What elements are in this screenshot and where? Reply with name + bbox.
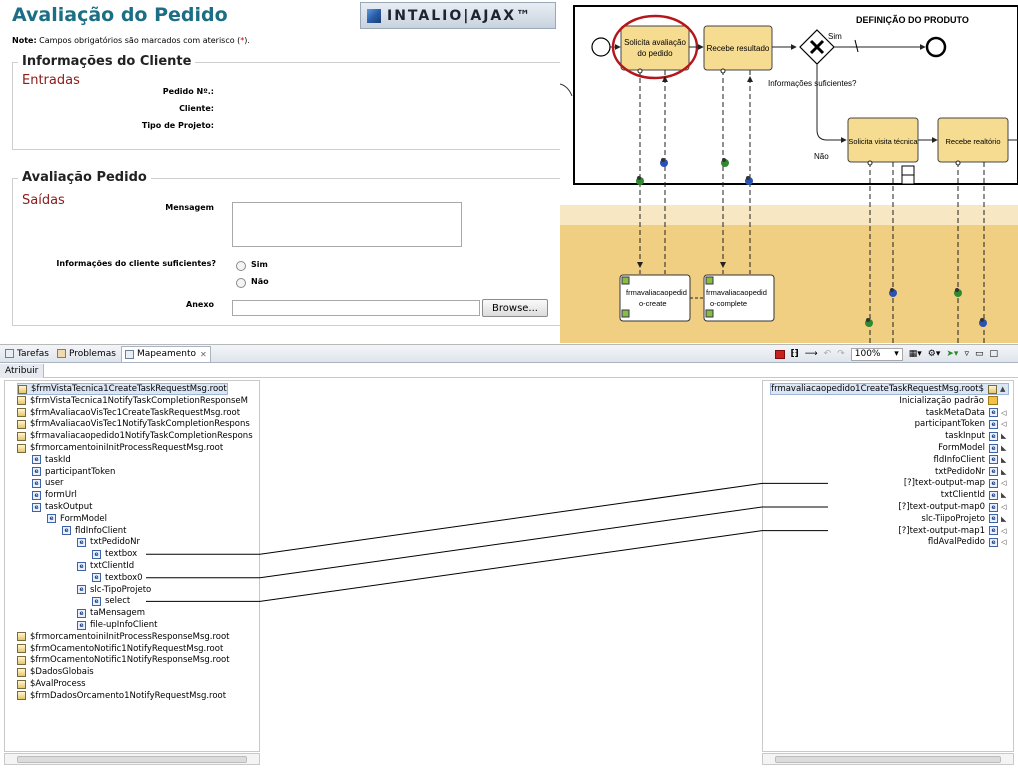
variable-icon [18,385,27,394]
target-tree-node[interactable] [898,501,1009,513]
element-icon: e [92,597,101,606]
form-complete[interactable] [704,275,774,321]
target-tree-label: fldInfoClient [933,454,985,465]
target-tree-label: [?]text-output-map1 [898,525,985,536]
attachment-file-input[interactable] [232,300,480,316]
source-tree-node[interactable] [77,619,158,631]
source-tree-label: user [45,478,64,489]
pool-title: DEFINIÇÃO DO PRODUTO [856,15,969,25]
gateway-label: Informações suficientes? [768,79,857,88]
source-tree-node[interactable] [77,536,140,548]
attachment-label: Anexo [186,300,214,309]
target-tree-label: txtClientId [940,490,985,501]
element-icon: e [989,420,998,429]
source-tree-node[interactable] [17,395,248,407]
layout-icon[interactable]: ▦▾ [908,349,922,359]
radio-no[interactable] [236,278,246,288]
source-tree-label: taMensagem [90,608,146,619]
target-tree-label: fldAvalPedido [927,537,985,548]
source-tree-label: slc-TipoProjeto [90,584,152,595]
source-tree-node[interactable] [17,690,226,702]
target-tree-label: txtPedidoNr [935,466,985,477]
variable-icon [17,680,26,689]
element-icon: e [989,444,998,453]
variable-icon [17,644,26,653]
inputs-tag: Entradas [22,73,80,88]
target-tree-node[interactable] [934,454,1009,466]
message-label: Mensagem [165,203,214,212]
required-note [12,36,250,45]
source-tree-label: $frmVistaTecnica1CreateTaskRequestMsg.root [31,384,227,394]
element-icon: e [989,479,998,488]
source-tree-node[interactable] [32,477,64,489]
element-icon: e [989,526,998,535]
chevron-down-icon: ▾ [894,349,899,359]
no-label: Não [814,152,829,161]
target-tree-node[interactable] [898,525,1009,537]
source-tree-label: textbox0 [105,572,143,583]
note-text: Campos obrigatórios são marcados com aterisco ( [36,36,241,45]
variable-icon [17,396,26,405]
target-tree-label: participantToken [914,419,985,430]
arrow-right-icon[interactable]: ⟶ [804,349,818,359]
task-recebe-relatorio[interactable] [938,118,1008,162]
variable-icon [17,632,26,641]
source-tree-node[interactable] [17,430,253,442]
element-icon: e [989,455,998,464]
source-tree-label: formUrl [45,490,77,501]
source-tree-label: $frmVistaTecnica1NotifyTaskCompletionResponseM [30,395,248,406]
task-2-label: Recebe resultado [706,44,770,53]
source-tree-node[interactable] [47,513,107,525]
source-tree-node[interactable] [17,666,94,678]
expand-icon[interactable]: ◣ [1001,444,1007,452]
source-tree-label: participantToken [45,466,116,477]
form-create-line-1: frmavaliacaopedid [626,288,687,297]
target-tree-label: taskInput [945,431,985,442]
zoom-value: 100% [854,349,881,359]
variable-icon [17,668,26,677]
variable-icon [17,444,26,453]
source-tree-node[interactable] [17,654,230,666]
tab-mapeamento[interactable] [121,346,211,362]
source-tree-node[interactable] [32,466,115,478]
target-tree[interactable] [762,380,1014,752]
target-tree-node[interactable] [899,395,1009,407]
expand-icon[interactable]: ◣ [1001,455,1007,464]
radio-no-label: Não [251,277,269,286]
expand-icon[interactable]: ◁ [1001,479,1007,488]
element-icon: e [32,455,41,464]
source-tree-label: $DadosGlobais [30,667,94,678]
init-icon [988,396,998,405]
expand-icon[interactable]: ◣ [1001,514,1007,523]
task-1-line-2: do pedido [637,49,673,58]
element-icon: e [32,491,41,500]
function-icon[interactable]: ⁅⁆ [790,349,799,359]
target-tree-node[interactable] [928,536,1009,548]
task-4-label: Recebe realtório [945,137,1001,146]
task-recebe-resultado[interactable] [704,26,772,70]
source-tree-node[interactable] [17,442,223,454]
element-icon: e [77,562,86,571]
source-tree-label: taskOutput [45,502,93,512]
source-tree-label: $frmAvaliacaoVisTec1CreateTaskRequestMsg.root [30,407,241,418]
source-tree-node[interactable] [92,572,143,584]
required-asterisk: * [240,36,245,45]
bpmn-canvas [560,0,1018,343]
target-tree-node[interactable] [770,383,1009,395]
expand-icon[interactable]: ◣ [1001,491,1007,500]
source-tree-label: $frmorcamentoiniInitProcessResponseMsg.root [30,631,230,642]
variable-icon [17,432,26,441]
mapping-icon [125,350,134,359]
target-tree-node[interactable] [941,489,1009,501]
sufficient-info-label: Informações do cliente suficientes? [56,259,216,268]
element-icon: e [989,514,998,523]
source-tree-label: select [105,596,131,607]
maximize-icon[interactable]: □ [989,349,998,359]
close-icon[interactable]: ✕ [200,349,207,359]
mapping-toolbar [769,347,998,361]
message-textarea[interactable] [232,202,462,247]
source-tree-label: $frmDadosOrcamento1NotifyRequestMsg.root [30,690,227,701]
source-tree-node[interactable] [62,525,126,537]
problems-icon [57,349,66,358]
element-icon: e [62,526,71,535]
order-number-label: Pedido Nº.: [162,87,214,96]
source-tree-node[interactable] [17,631,230,643]
zoom-select[interactable] [851,348,903,361]
source-tree-label: txtPedidoNr [90,537,140,548]
undo-icon[interactable]: ↶ [823,349,832,359]
variable-icon [17,656,26,665]
element-icon: e [989,491,998,500]
radio-yes[interactable] [236,261,246,271]
source-tree-label: taskId [45,454,71,465]
mapping-editor [0,344,1018,768]
element-icon: e [32,479,41,488]
target-tree-node[interactable] [915,418,1009,430]
target-tree-label: Inicialização padrão [899,395,984,406]
order-evaluation-legend: Avaliação Pedido [18,170,151,185]
task-solicita-avaliacao[interactable] [621,26,689,70]
source-hscroll[interactable] [4,753,260,765]
source-tree-node[interactable] [17,643,223,655]
target-tree-node[interactable] [926,407,1009,419]
element-icon: e [32,467,41,476]
source-tree-label: $frmorcamentoiniInitProcessRequestMsg.root [30,443,224,453]
element-icon: e [989,503,998,512]
task-solicita-visita[interactable] [848,118,918,162]
source-tree-label: textbox [105,549,138,560]
expand-icon[interactable]: ◁ [1001,503,1007,511]
intalio-ajax-logo [360,2,556,29]
bpmn-diagram [560,0,1018,343]
target-tree-label: frmavaliacaopedido1CreateTaskRequestMsg.root$ [771,384,984,394]
source-tree-label: txtClientId [90,561,135,571]
expand-icon[interactable]: ▲ [1000,385,1006,393]
element-icon: e [989,538,998,547]
target-tree-node[interactable] [938,442,1009,454]
source-tree-node[interactable] [32,501,92,513]
source-tree-node[interactable] [32,489,77,501]
source-tree[interactable] [4,380,260,752]
source-tree-node[interactable] [17,407,240,419]
source-tree-node[interactable] [17,383,228,395]
task-3-label: Solicita visita técnica [848,137,918,146]
start-event[interactable] [592,38,610,56]
element-icon: e [989,408,998,417]
note-end: ). [244,36,250,45]
target-tree-node[interactable] [935,466,1009,478]
tools-icon[interactable]: ⚙▾ [927,349,941,359]
tab-tarefas-label: Tarefas [17,348,49,359]
project-type-label: Tipo de Projeto: [141,121,214,130]
target-tree-label: [?]text-output-map [903,478,985,489]
source-tree-label: $frmAvaliacaoVisTec1NotifyTaskCompletionRespons [30,419,250,430]
client-info-legend: Informações do Cliente [18,54,195,69]
tab-atribuir[interactable]: Atribuir [0,364,44,378]
outputs-tag: Saídas [22,193,65,208]
expand-icon[interactable]: ◁ [1001,538,1007,547]
expand-icon[interactable]: ◁ [1001,526,1007,535]
source-tree-label: file-upInfoClient [90,620,158,630]
client-info-group [12,62,560,150]
element-icon: e [77,538,86,547]
target-tree-node[interactable] [945,430,1009,442]
form-create[interactable] [620,275,690,321]
end-event[interactable] [927,38,945,56]
view-tabbar [0,345,1018,363]
expand-icon[interactable]: ◁ [1001,408,1007,417]
subtab-bar [0,364,1018,378]
element-icon: e [47,514,56,523]
form-create-line-2: o-create [639,299,667,308]
source-tree-label: $frmOcamentoNotific1NotifyResponseMsg.root [30,655,230,666]
browse-button[interactable]: Browse... [482,299,548,317]
redo-icon[interactable]: ↷ [837,349,845,359]
target-tree-node[interactable] [904,477,1009,489]
source-tree-label: fldInfoClient [75,525,127,536]
source-tree-node[interactable] [77,607,145,619]
source-tree-label: $frmavaliacaopedido1NotifyTaskCompletionRespons [30,431,253,442]
element-icon: e [92,550,101,559]
tab-tarefas[interactable] [2,346,52,362]
source-tree-node[interactable] [92,595,130,607]
form-title: Avaliação do Pedido [12,4,228,26]
variable-icon [17,420,26,429]
target-tree-node[interactable] [921,513,1009,525]
target-hscroll[interactable] [762,753,1014,765]
target-tree-label: slc-TiipoProjeto [921,513,985,524]
source-tree-label: FormModel [60,513,107,524]
variable-icon [17,691,26,700]
tab-problemas-label: Problemas [68,348,116,359]
element-icon: e [92,573,101,582]
yes-label: Sim [828,32,842,41]
element-icon: e [77,609,86,618]
view-menu-icon[interactable]: ▿ [964,349,969,359]
target-tree-label: taskMetaData [925,407,985,418]
minimize-icon[interactable]: ▭ [974,349,984,359]
variable-icon [988,385,997,394]
source-tree-node[interactable] [17,678,86,690]
form-complete-line-1: frmavaliacaopedid [706,288,767,297]
target-tree-label: FormModel [938,443,985,453]
task-1-line-1: Solicita avaliação [624,38,686,47]
source-tree-node[interactable] [77,560,134,572]
run-icon[interactable]: ➤▾ [946,349,959,359]
source-tree-node[interactable] [17,418,250,430]
source-tree-node[interactable] [32,454,71,466]
element-icon: e [989,432,998,441]
source-tree-node[interactable] [77,584,151,596]
tasks-icon [5,349,14,358]
source-tree-node[interactable] [92,548,137,560]
radio-yes-label: Sim [251,260,268,269]
target-tree-label: [?]text-output-map0 [898,502,985,512]
stop-icon[interactable] [775,350,785,359]
tab-problemas[interactable] [54,346,119,362]
tab-mapeamento-label: Mapeamento [136,349,197,359]
client-label: Cliente: [179,104,214,113]
cube-icon [367,9,381,23]
source-tree-label: $AvalProcess [30,679,86,689]
source-tree-label: $frmOcamentoNotific1NotifyRequestMsg.root [30,643,224,654]
expand-icon[interactable]: ◁ [1001,420,1007,429]
element-icon: e [77,621,86,630]
expand-icon[interactable]: ◣ [1001,432,1007,441]
element-icon: e [32,503,41,512]
element-icon: e [989,467,998,476]
element-icon: e [77,585,86,594]
expand-icon[interactable]: ◣ [1001,467,1007,476]
logo-text: INTALIO|AJAX™ [387,7,533,24]
form-panel [0,0,560,343]
note-label: Note: [12,36,37,45]
variable-icon [17,408,26,417]
form-complete-line-2: o-complete [710,299,748,308]
